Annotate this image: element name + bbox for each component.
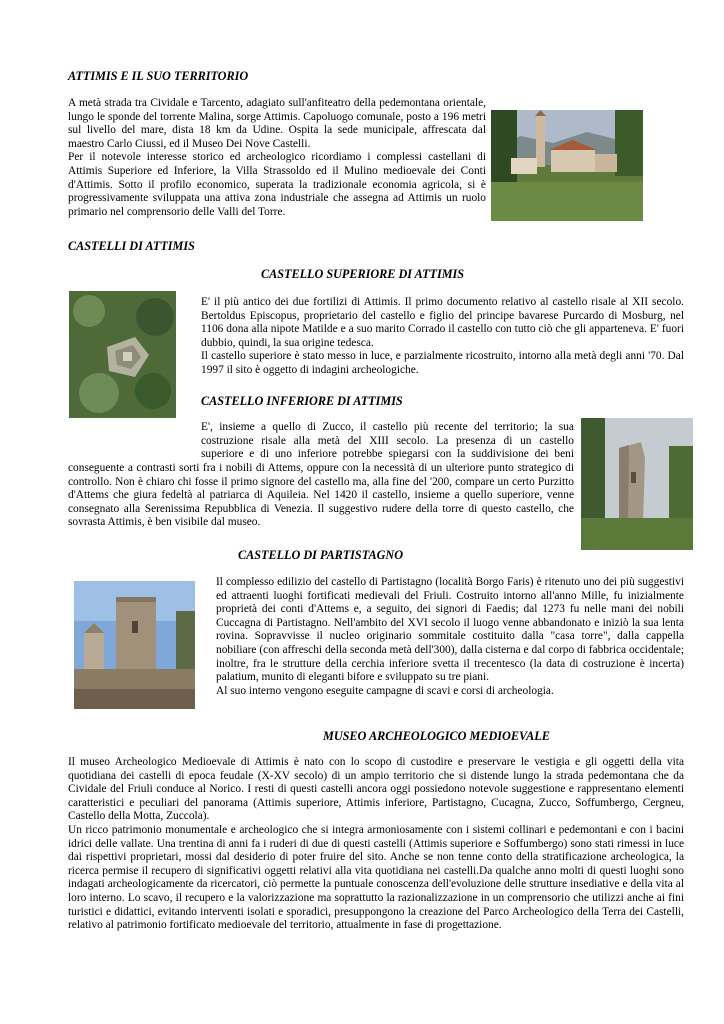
territory-paragraph-1: A metà strada tra Cividale e Tarcento, adagiato sull'anfiteatro della pedemontana orientale, lungo le sponde del torrente Malina, sorge Attimis. Capoluogo comunale, posto a 196 metri sul livello del mare, dista 18 km da Udine. Ospita la sede municipale, affrescata dal maestro Carlo Ciussi, ed il Museo Dei Nove Castelli. [68, 97, 486, 150]
heading-castello-superiore: CASTELLO SUPERIORE DI ATTIMIS [261, 267, 465, 281]
inferiore-text-wide: conseguente a contrasti sorti fra i nobili di Attems, oppure con la necessità di un ulteriore punto strategico di controllo. Non è chiaro chi fosse il primo signore del castello ma, alla fine del '200, compare un certo Purzitto d'Attems che giura fedeltà al patriarca di Aquileia. Nel 1420 il castello, insieme a quello superiore, venne consegnato alla Serenissima Repubblica di Venezia. Il suggestivo rudere della torre di questo castello, che sovrasta Attimis, è ben visibile dal museo. [68, 462, 574, 529]
attimis-village-photo [491, 110, 643, 221]
heading-museo: MUSEO ARCHEOLOGICO MEDIOEVALE [323, 729, 550, 743]
territory-paragraph-2: Per il notevole interesse storico ed archeologico ricordiamo i complessi castellani di Attimis Superiore ed Inferiore, la Villa Strassoldo ed il Mulino medioevale dei Conti d'Attimis. Sotto il profilo economico, superata la tradizionale economia agricola, si è progressivamente sviluppata una attiva zona industriale che assegna ad Attimis un ruolo primario nel comprensorio delle Valli del Torre. [68, 151, 486, 218]
castello-inferiore-tower-photo [581, 418, 693, 550]
heading-castelli: CASTELLI DI ATTIMIS [68, 239, 195, 253]
heading-castello-inferiore: CASTELLO INFERIORE DI ATTIMIS [201, 394, 403, 408]
inferiore-text-narrow [201, 421, 574, 462]
partistagno-text [216, 576, 684, 698]
heading-territory: ATTIMIS E IL SUO TERRITORIO [68, 69, 249, 83]
museo-paragraph-1: Il museo Archeologico Medioevale di Attimis è nato con lo scopo di custodire e preservare le vestigia e gli oggetti della vita quotidiana dei castelli di epoca feudale (X-XV secolo) di un ampio territorio che si distende lungo la strada pedemontana che da Cividale del Friuli conduce al Norico. I resti di questi castelli ancora oggi possiedono notevole suggestione e rappresentano elementi caratteristici e peculiari del panorama (Attimis superiore, Attimis inferiore, Partistagno, Cucagna, Zucco, Soffumbergo, Cergneu, Castello della Motta, Zuccola). [68, 756, 684, 823]
inferiore-line-1: E', insieme a quello di Zucco, il castello più recente del territorio; la sua [201, 421, 574, 433]
museo-paragraph-2: Un ricco patrimonio monumentale e archeologico che si integra armoniosamente con i sistemi collinari e pedemontani e con i bacini idrici delle vallate. Una trentina di anni fa i ruderi di due di questi castelli (Attimis superiore e Soffumbergo) sono stati rimessi in luce dai rispettivi proprietari, mossi dal desiderio di poter fruire del sito. Anche se non tenne conto della stratificazione archeologica, la ricerca permise il recupero di significativi oggetti relativi alla vita quotidiana nei castelli.Da qualche anno molti di questi luoghi sono indagati archeologicamente da ricercatori, ciò permette la puntuale conoscenza dell'evoluzione delle strutture insediative e della vita al loro interno. Lo scavo, il recupero e la valorizzazione ma soprattutto la razionalizzazione in un comprensorio che utilizzi anche ai fini turistici e didattici, evitando interventi isolati e sporadici, presuppongono la creazione del Parco Archeologico della Terra dei Castelli, relativo al patrimonio fortificato medioevale del territorio, attualmente in fase di progettazione. [68, 823, 684, 932]
territory-text [68, 97, 486, 219]
partistagno-paragraph-2: Al suo interno vengono eseguite campagne di scavi e corsi di archeologia. [216, 684, 554, 697]
castello-superiore-aerial-photo [69, 291, 176, 418]
superiore-paragraph-1: E' il più antico dei due fortilizi di Attimis. Il primo documento relativo al castello risale al XII secolo. Bertoldus Episcopus, proprietario del castello e figlio del principe bavarese Purcardo di Mosburg, nel 1106 dona alla nipote Matilde e a suo marito Corrado il castello con tutto ciò che gli apparteneva. E' fuori dubbio, quindi, la sua origine tedesca. [201, 296, 684, 349]
inferiore-line-2: costruzione risale alla metà del XIII secolo. La presenza di un castello [201, 434, 574, 447]
castello-partistagno-photo [74, 581, 195, 709]
museo-text [68, 756, 684, 933]
inferiore-line-3: superiore e di uno inferiore potrebbe spiegarsi con la suddivisione dei beni [201, 448, 574, 461]
superiore-paragraph-2: Il castello superiore è stato messo in luce, e parzialmente ricostruito, intorno alla metà degli anni '70. Dal 1997 il sito è oggetto di indagini archeologiche. [201, 350, 684, 376]
heading-castello-partistagno: CASTELLO DI PARTISTAGNO [238, 548, 404, 562]
partistagno-paragraph-1: Il complesso edilizio del castello di Partistagno (località Borgo Faris) è ritenuto uno dei più suggestivi ed attraenti luoghi fortificati medievali del Friuli. Costruito intorno all'anno Mille, fu inizialmente proprietà dei conti d'Attems e, a seguito, dei signori di Faedis; dal 1273 fu nelle mani dei nobili Cuccagna di Partistagno. Nell'ambito del XVI secolo il luogo venne abbandonato e iniziò la sua lenta rovina. Sopravvisse il nucleo originario sommitale costituito dalla "casa torre", dalla cappella nobiliare (con affreschi della seconda metà dell'300), dalla cisterna e dal corpo di fabbrica occidentale; inoltre, fra le strutture della cerchia inferiore svetta il trecentesco (la data di costruzione è incerta) palatium, munito di eleganti bifore e sviluppato su tre piani. [216, 576, 684, 684]
superiore-text [201, 296, 684, 378]
